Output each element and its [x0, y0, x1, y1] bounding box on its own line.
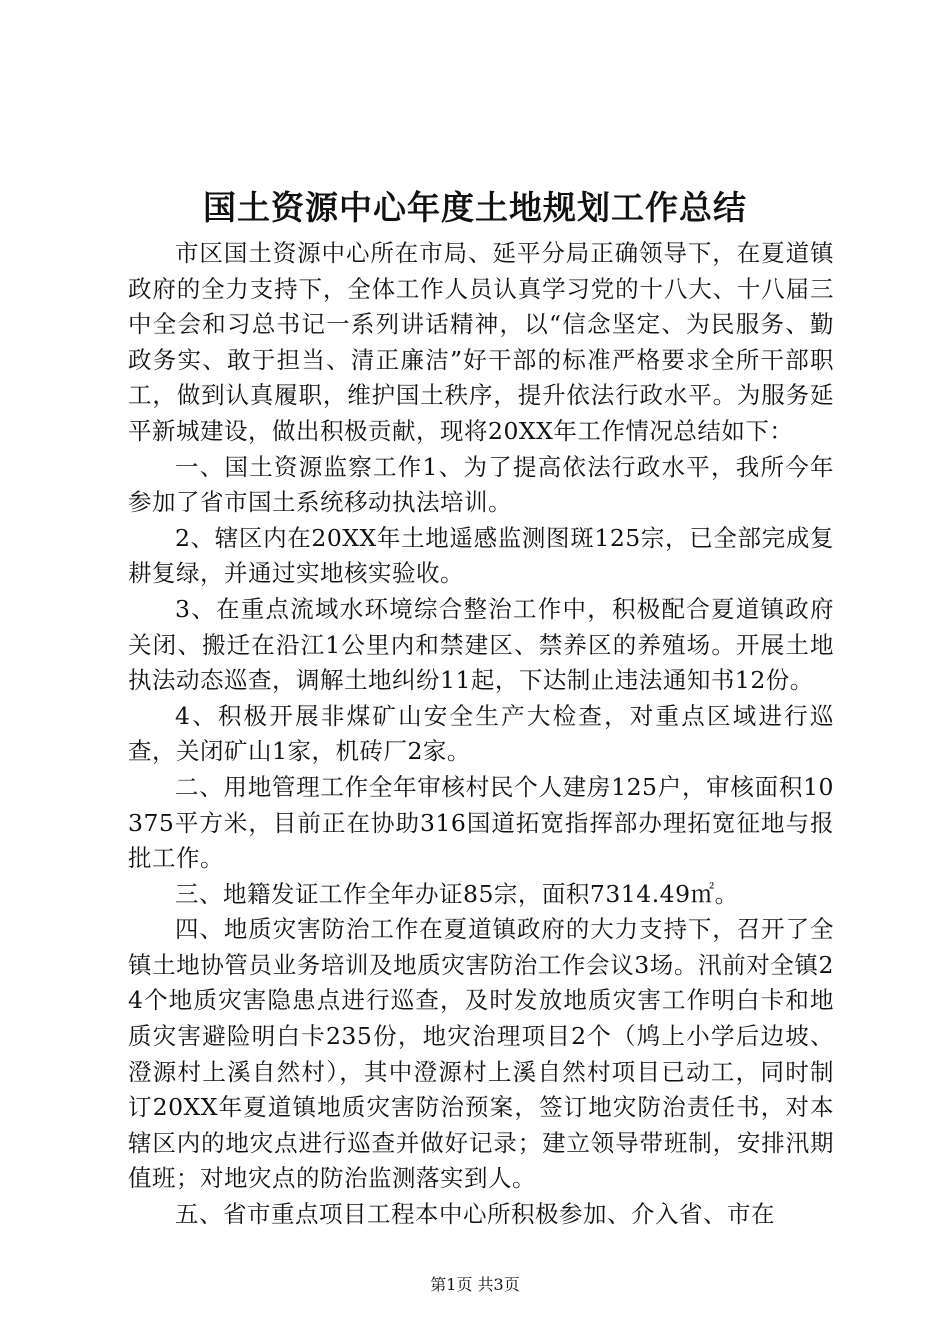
- page-footer: 第1页 共3页: [430, 1275, 520, 1294]
- paragraph-section-1-item-2: 2、辖区内在20XX年土地遥感监测图斑125宗，已全部完成复耕复绿，并通过实地核实验收。: [128, 523, 834, 588]
- document-body: [128, 236, 834, 1233]
- paragraph-section-3: 三、地籍发证工作全年办证85宗，面积7314.49㎡。: [175, 879, 739, 908]
- document-title: 国土资源中心年度土地规划工作总结: [203, 188, 747, 227]
- paragraph-intro: 市区国土资源中心所在市局、延平分局正确领导下，在夏道镇政府的全力支持下，全体工作人员认真学习党的十八大、十八届三中全会和习总书记一系列讲话精神，以“信念坚定、为民服务、勤政务实、敢于担当、清正廉洁”好干部的标准严格要求全所干部职工，做到认真履职，维护国土秩序，提升依法行政水平。为服务延平新城建设，做出积极贡献，现将20XX年工作情况总结如下：: [128, 239, 834, 445]
- paragraph-section-1-item-4: 4、积极开展非煤矿山安全生产大检查，对重点区域进行巡查，关闭矿山1家，机砖厂2家。: [128, 701, 834, 766]
- paragraph-section-1: 一、国土资源监察工作1、为了提高依法行政水平，我所今年参加了省市国土系统移动执法培训。: [128, 452, 834, 517]
- paragraph-section-4: 四、地质灾害防治工作在夏道镇政府的大力支持下，召开了全镇土地协管员业务培训及地质灾害防治工作会议3场。汛前对全镇24个地质灾害隐患点进行巡查，及时发放地质灾害工作明白卡和地质灾害避险明白卡235份，地灾治理项目2个（鸠上小学后边坡、澄源村上溪自然村），其中澄源村上溪自然村项目已动工，同时制订20XX年夏道镇地质灾害防治预案，签订地灾防治责任书，对本辖区内的地灾点进行巡查并做好记录；建立领导带班制，安排汛期值班；对地灾点的防治监测落实到人。: [128, 915, 834, 1193]
- paragraph-section-5: 五、省市重点项目工程本中心所积极参加、介入省、市在: [175, 1200, 775, 1229]
- paragraph-section-2: 二、用地管理工作全年审核村民个人建房125户，审核面积10375平方米，目前正在协助316国道拓宽指挥部办理拓宽征地与报批工作。: [128, 772, 834, 873]
- paragraph-section-1-item-3: 3、在重点流域水环境综合整治工作中，积极配合夏道镇政府关闭、搬迁在沿江1公里内和禁建区、禁养区的养殖场。开展土地执法动态巡查，调解土地纠纷11起，下达制止违法通知书12份。: [128, 594, 834, 695]
